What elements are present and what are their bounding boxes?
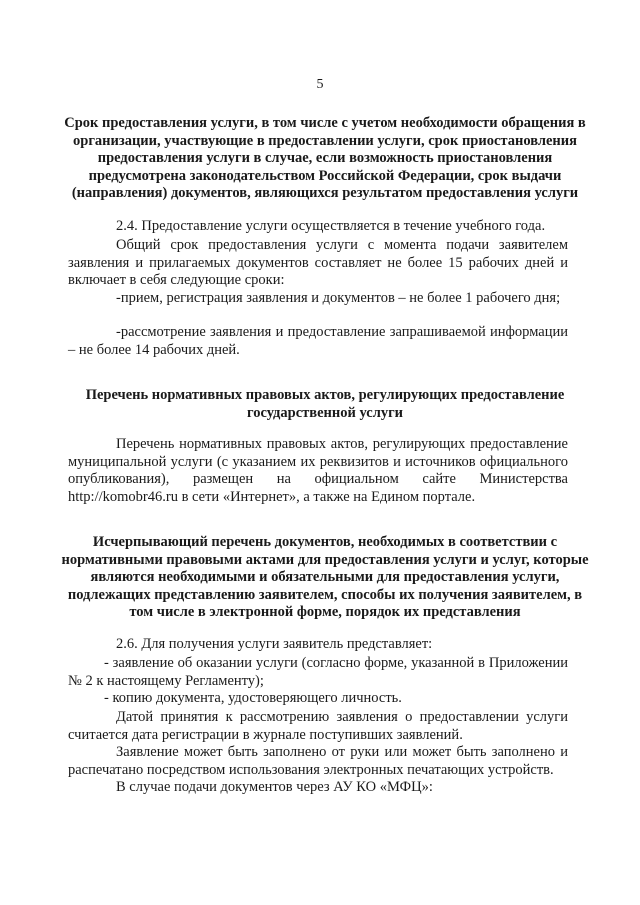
paragraph-fill-method: Заявление может быть заполнено от руки или может быть заполнено и распечатано посредством использования электронных печатающих устройств.	[68, 744, 568, 778]
page-number: 5	[316, 77, 324, 92]
paragraph-id-copy: - копию документа, удостоверяющего личность.	[104, 690, 402, 706]
section-heading-term: Срок предоставления услуги, в том числе с учетом необходимости обращения в организации, участвующие в предоставлении услуги, срок приостановления предоставления услуги в случае, если возможность приостановления предусмотрена законодательством Российской Федерации, срок выдачи (направления) документов, являющихся результатом предоставления услуги	[64, 115, 586, 201]
section-heading-legal-acts: Перечень нормативных правовых актов, регулирующих предоставление государственной услуги	[85, 387, 565, 421]
paragraph-application: - заявление об оказании услуги (согласно форме, указанной в Приложении № 2 к настоящему Регламенту);	[68, 655, 568, 689]
paragraph-review-term: -рассмотрение заявления и предоставление запрашиваемой информации – не более 14 рабочих дней.	[68, 324, 568, 358]
paragraph-total-term: Общий срок предоставления услуги с момента подачи заявителем заявления и прилагаемых документов составляет не более 15 рабочих дней и включает в себя следующие сроки:	[68, 237, 568, 289]
paragraph-acceptance-date: Датой принятия к рассмотрению заявления о предоставлении услуги считается дата регистрации в журнале поступивших заявлений.	[68, 709, 568, 743]
paragraph-mfc: В случае подачи документов через АУ КО «МФЦ»:	[116, 779, 433, 795]
paragraph-legal-acts: Перечень нормативных правовых актов, регулирующих предоставление муниципальной услуги (с указанием их реквизитов и источников официального опубликования), размещен на официальном сайте Министерства http://komobr46.ru в сети «Интернет», а также на Едином портале.	[68, 436, 568, 505]
section-heading-documents: Исчерпывающий перечень документов, необходимых в соответствии с нормативными правовыми актами для предоставления услуги и услуг, которые являются необходимыми и обязательными для предоставления услуги, подлежащих представлению заявителем, способы их получения заявителем, в том числе в электронной форме, порядок их представления	[61, 534, 589, 620]
paragraph-reception-term: -прием, регистрация заявления и документов – не более 1 рабочего дня;	[116, 290, 561, 306]
paragraph-2-6: 2.6. Для получения услуги заявитель представляет:	[116, 636, 433, 652]
paragraph-2-4: 2.4. Предоставление услуги осуществляется в течение учебного года.	[116, 218, 546, 234]
